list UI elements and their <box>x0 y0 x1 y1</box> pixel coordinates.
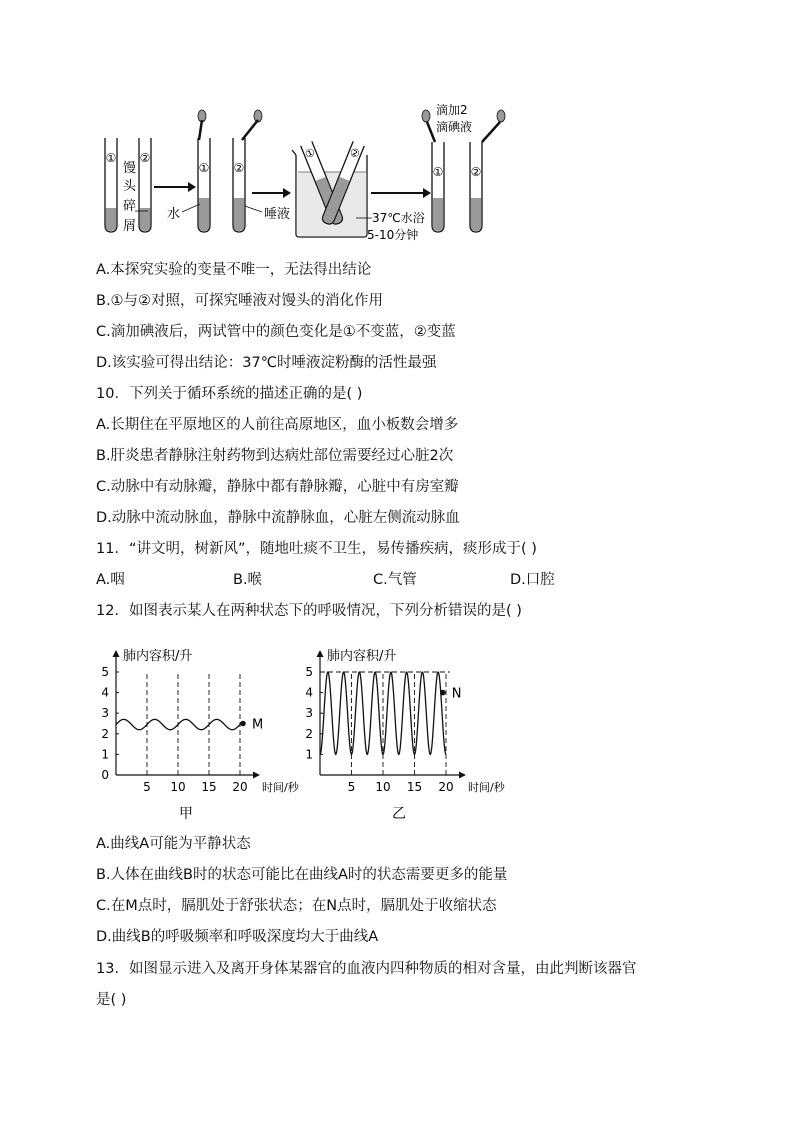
y-tick-label: 0 <box>101 768 109 782</box>
chart-caption: 甲 <box>179 806 193 822</box>
chart-caption: 乙 <box>392 806 406 822</box>
experiment-diagram <box>90 100 530 250</box>
breathing-chart-jia <box>100 638 300 828</box>
x-axis-arrow <box>253 772 260 779</box>
test-tube-1 <box>105 138 117 232</box>
bath-time-label: 5-10分钟 <box>367 228 419 242</box>
q12-option-c: C.在M点时，膈肌处于舒张状态；在N点时，膈肌处于收缩状态 <box>96 898 497 914</box>
q10-option-a: A.长期住在平原地区的人前往高原地区，血小板数会增多 <box>96 417 459 433</box>
x-axis-arrow <box>459 772 466 779</box>
iodine-label-1: 滴加2 <box>436 103 468 117</box>
svg-text:碎: 碎 <box>123 199 137 214</box>
bath-temperature-label: 37℃水浴 <box>372 211 425 225</box>
tube-1-label: ① <box>105 151 117 165</box>
x-axis-label: 时间/秒 <box>262 781 299 794</box>
dropper-3 <box>422 110 435 142</box>
x-axis-label: 时间/秒 <box>468 781 505 794</box>
arrow-2 <box>252 188 291 198</box>
water-label: 水 <box>167 207 181 222</box>
y-tick-label: 2 <box>101 726 109 741</box>
y-axis-arrow <box>113 650 120 657</box>
q12-option-a: A.曲线A可能为平静状态 <box>96 836 251 852</box>
q10-option-d: D.动脉中流动脉血，静脉中流静脉血，心脏左侧流动脉血 <box>96 510 460 526</box>
q12-option-b: B.人体在曲线B时的状态可能比在曲线A时的状态需要更多的能量 <box>96 867 508 883</box>
mantou-label <box>123 160 137 234</box>
y-tick-label: 3 <box>305 706 313 721</box>
q11-option-a: A.咽 <box>96 572 125 588</box>
q9-option-c: C.滴加碘液后，两试管中的颜色变化是①不变蓝，②变蓝 <box>96 324 456 340</box>
arrow-3 <box>371 188 431 198</box>
q9-option-b: B.①与②对照，可探究唾液对馒头的消化作用 <box>96 293 384 309</box>
breathing-chart-yi <box>305 638 515 828</box>
y-axis-arrow <box>317 650 324 657</box>
saliva-label: 唾液 <box>264 207 291 222</box>
test-tube-4 <box>233 138 245 232</box>
breathing-curve <box>116 719 240 729</box>
q12-option-d: D.曲线B的呼吸频率和呼吸深度均大于曲线A <box>96 929 379 945</box>
y-tick-label: 4 <box>101 685 109 700</box>
svg-text:头: 头 <box>123 179 137 194</box>
point-marker <box>240 721 246 727</box>
q13-stem-line2: 是( ) <box>96 992 127 1008</box>
svg-text:馒: 馒 <box>123 161 137 176</box>
x-tick-label: 10 <box>375 780 391 794</box>
y-tick-label: 1 <box>305 747 313 762</box>
dropper-2 <box>242 110 262 140</box>
svg-text:②: ② <box>470 165 482 179</box>
q11-option-c: C.气管 <box>373 572 417 588</box>
point-marker <box>440 690 446 696</box>
q10-option-b: B.肝炎患者静脉注射药物到达病灶部位需要经过心脏2次 <box>96 448 454 464</box>
x-tick-label: 20 <box>438 780 454 794</box>
q11-stem: 11．“讲文明，树新风”，随地吐痰不卫生，易传播疾病，痰形成于( ) <box>96 541 537 557</box>
svg-text:②: ② <box>233 161 245 175</box>
test-tube-5 <box>432 142 444 232</box>
y-tick-label: 4 <box>305 685 313 700</box>
x-tick-label: 5 <box>347 780 356 794</box>
q11-option-d: D.口腔 <box>510 572 555 588</box>
y-axis-label: 肺内容积/升 <box>327 649 397 664</box>
y-tick-label: 1 <box>101 747 109 762</box>
x-tick-label: 15 <box>406 780 423 794</box>
q9-option-a: A.本探究实验的变量不唯一，无法得出结论 <box>96 262 372 278</box>
test-tube-2 <box>139 138 151 232</box>
y-tick-label: 5 <box>101 665 109 679</box>
test-tube-6 <box>470 142 482 232</box>
dropper-1 <box>198 110 206 140</box>
dropper-4 <box>482 110 505 142</box>
x-tick-label: 20 <box>232 780 248 794</box>
q13-stem-line1: 13．如图显示进入及离开身体某器官的血液内四种物质的相对含量，由此判断该器官 <box>96 961 637 977</box>
arrow-1 <box>154 182 196 192</box>
svg-text:①: ① <box>303 145 318 162</box>
point-label: M <box>252 717 264 733</box>
point-label: N <box>451 686 462 702</box>
x-tick-label: 5 <box>143 780 151 794</box>
q10-option-c: C.动脉中有动脉瓣，静脉中都有静脉瓣，心脏中有房室瓣 <box>96 479 459 495</box>
water-bath-beaker <box>292 141 367 237</box>
y-tick-label: 3 <box>101 706 109 721</box>
q9-option-d: D.该实验可得出结论：37℃时唾液淀粉酶的活性最强 <box>96 355 437 371</box>
svg-text:屑: 屑 <box>123 219 137 234</box>
x-tick-label: 15 <box>201 780 217 794</box>
q12-stem: 12．如图表示某人在两种状态下的呼吸情况，下列分析错误的是( ) <box>96 603 522 619</box>
x-tick-label: 10 <box>170 780 186 794</box>
svg-text:②: ② <box>347 145 362 162</box>
svg-text:①: ① <box>198 161 210 175</box>
test-tube-3 <box>198 138 210 232</box>
y-tick-label: 2 <box>305 726 313 741</box>
y-tick-label: 5 <box>305 665 313 679</box>
q10-stem: 10．下列关于循环系统的描述正确的是( ) <box>96 386 363 402</box>
tube-2-label: ② <box>139 151 151 165</box>
y-axis-label: 肺内容积/升 <box>123 649 193 664</box>
iodine-label-2: 滴碘液 <box>436 120 473 134</box>
q11-option-b: B.喉 <box>233 572 263 588</box>
svg-text:①: ① <box>432 165 444 179</box>
